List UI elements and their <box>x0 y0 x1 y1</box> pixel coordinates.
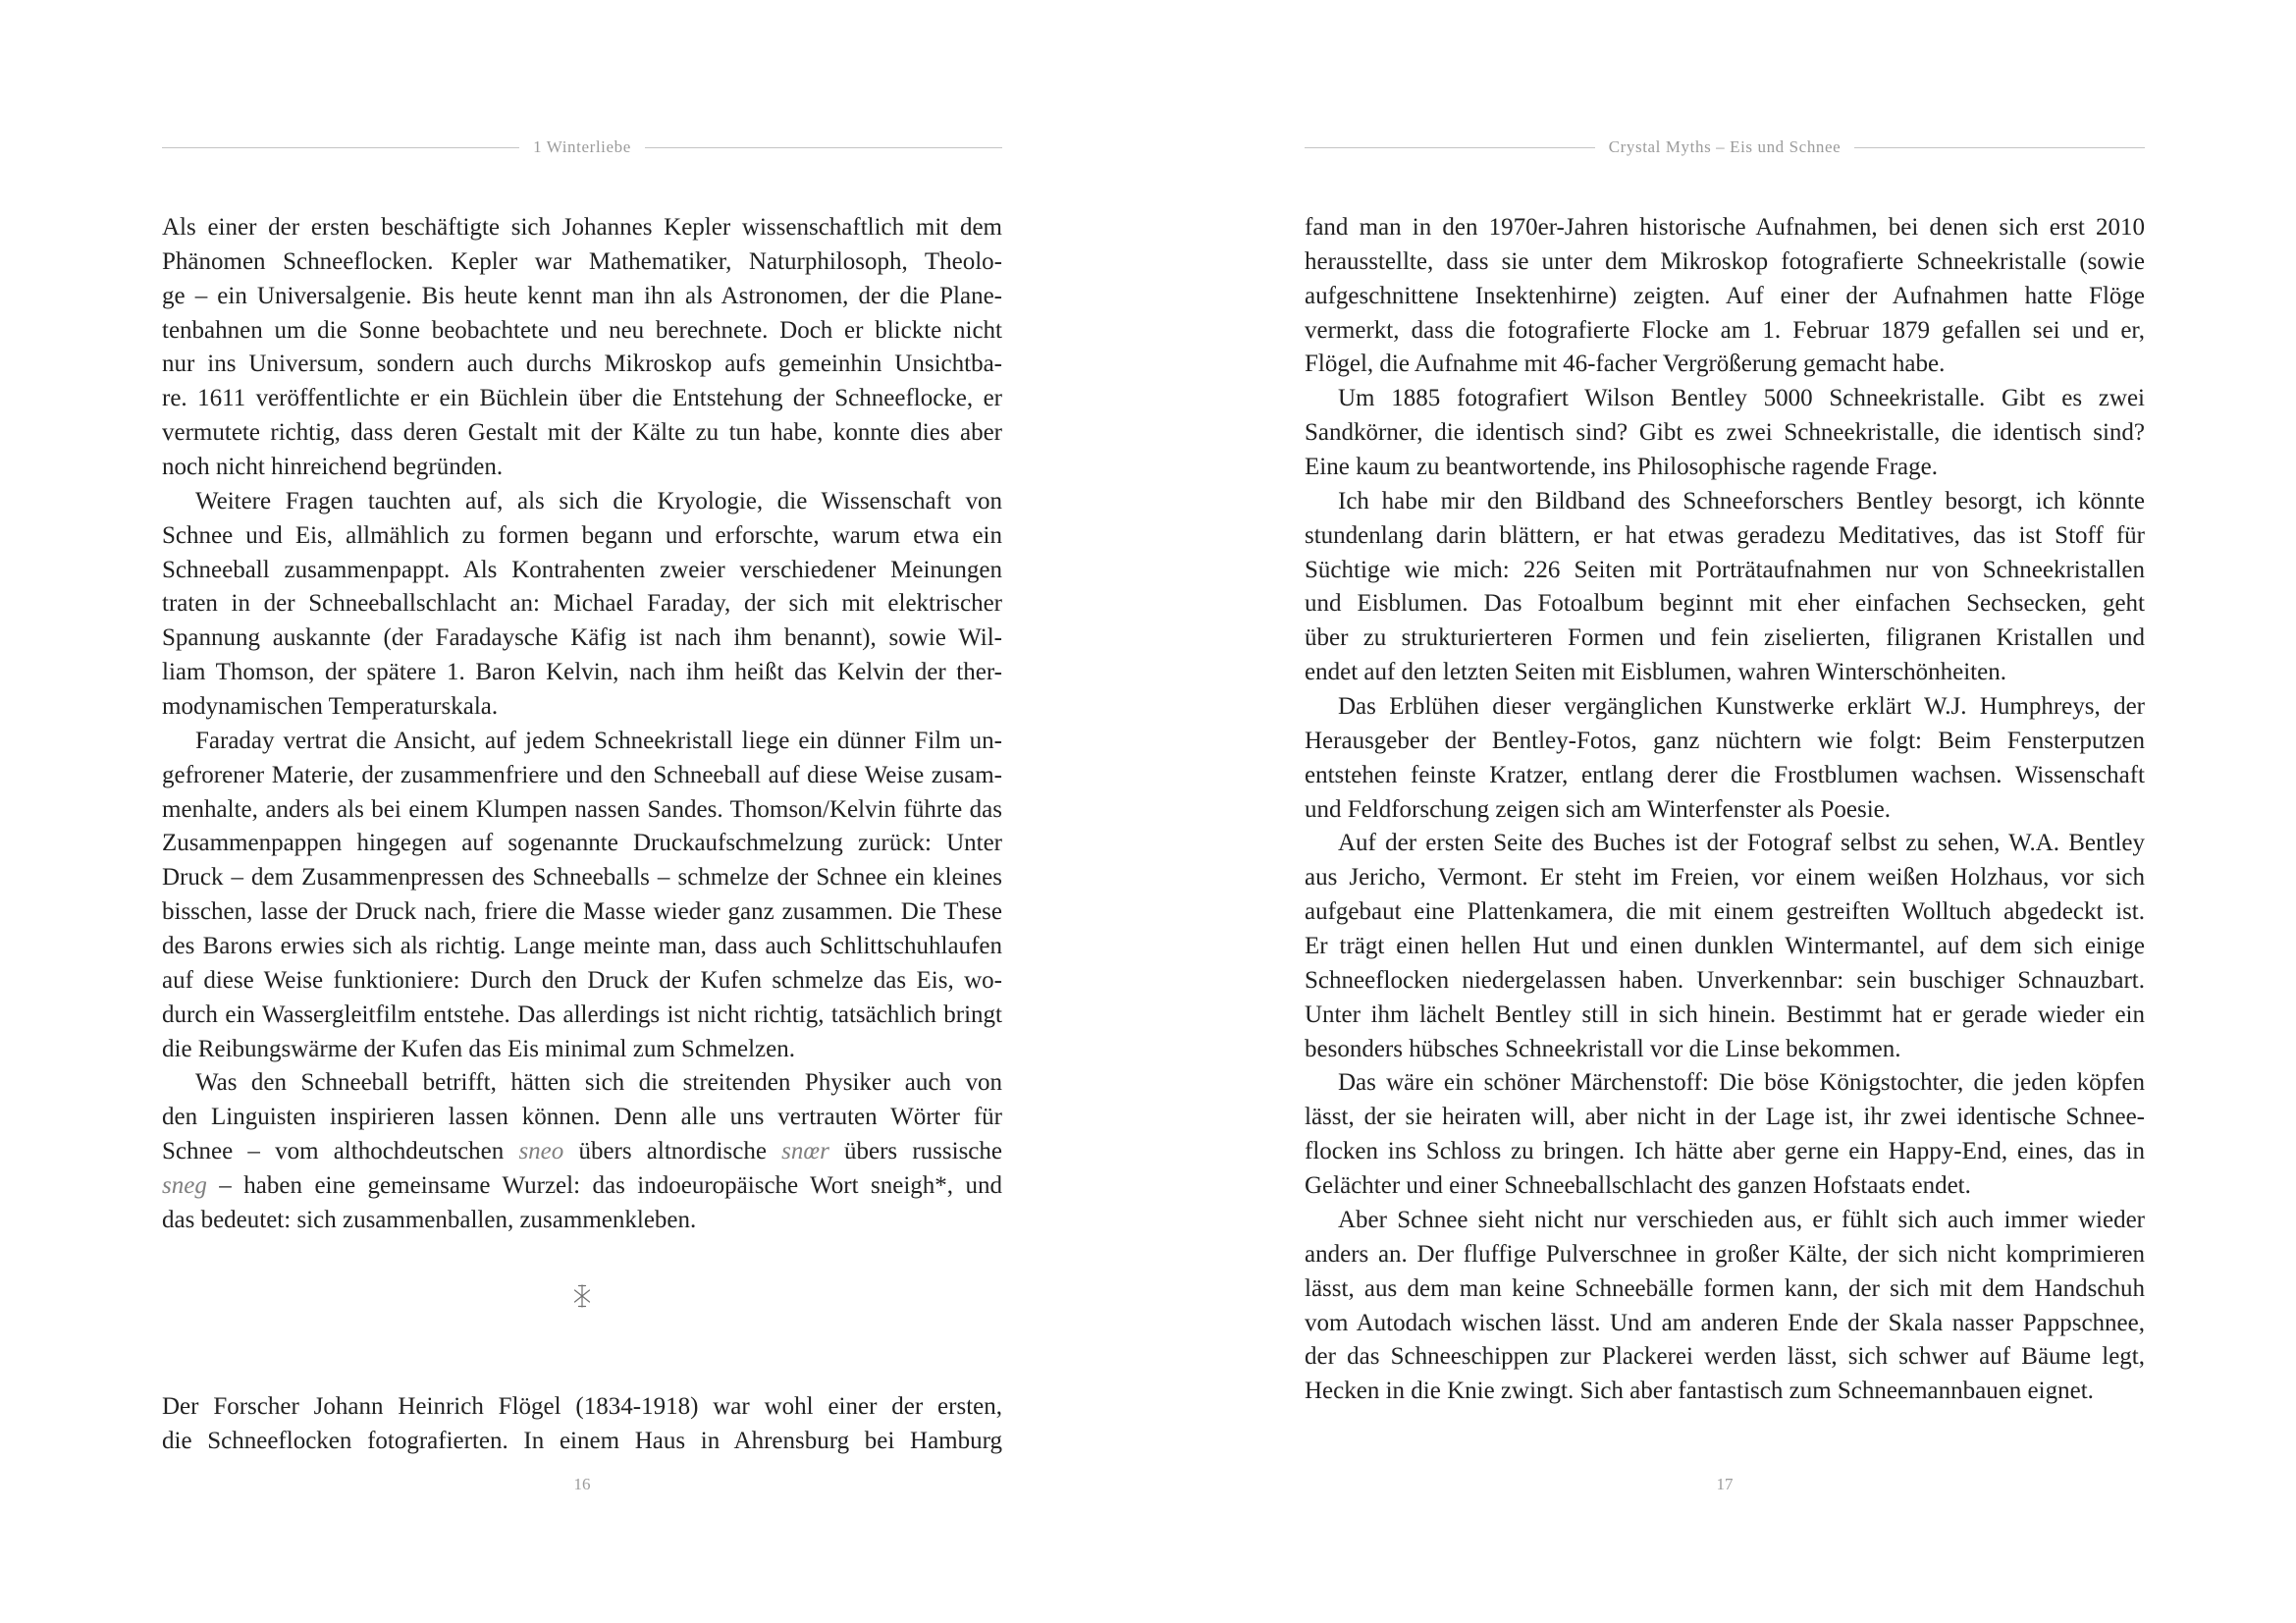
text-line <box>1305 1033 2145 1067</box>
text-line <box>1305 690 2145 725</box>
line-text: Phänomen Schneeflocken. Kepler war Mathematiker, Naturphilosoph, Theolo- <box>162 247 1002 275</box>
line-text: Hecken in die Knie zwingt. Sich aber fantastisch zum Schneemannbauen eignet. <box>1305 1378 2094 1405</box>
text-line <box>1305 895 2145 930</box>
paragraph <box>162 725 1002 1067</box>
text-line <box>162 245 1002 280</box>
text-line <box>1305 451 2145 485</box>
text-line <box>162 554 1002 588</box>
text-line <box>1305 999 2145 1033</box>
text-line <box>162 382 1002 416</box>
body-text <box>1305 211 2145 1409</box>
line-text: nur ins Universum, sondern auch durchs Mikroskop aufs gemeinhin Unsichtba- <box>162 351 1002 378</box>
line-text: Was den Schneeball betrifft, hätten sich die streitenden Physiker auch von <box>195 1069 1002 1097</box>
line-text: Eine kaum zu beantwortende, ins Philosophische ragende Frage. <box>1305 454 1938 481</box>
text-line <box>162 1135 1002 1169</box>
text-line <box>1305 485 2145 519</box>
text-line <box>162 964 1002 999</box>
line-text: entstehen feinste Kratzer, entlang derer die Frostblumen wachsen. Wissenschaft <box>1305 761 2145 788</box>
text-line <box>1305 861 2145 895</box>
text-line <box>162 725 1002 759</box>
line-text: bisschen, lasse der Druck nach, friere die Masse wieder ganz zusammen. Die These <box>162 898 1002 926</box>
line-text: Als einer der ersten beschäftigte sich Johannes Kepler wissenschaftlich mit dem <box>162 214 1002 241</box>
paragraph <box>1305 1204 2145 1409</box>
text-line <box>162 827 1002 861</box>
line-text: Das wäre ein schöner Märchenstoff: Die böse Königstochter, die jeden köpfen <box>1338 1069 2145 1097</box>
line-text: re. 1611 veröffentlichte er ein Büchlein über die Entstehung der Schneeflocke, er <box>162 385 1002 412</box>
text-line <box>1305 1204 2145 1238</box>
line-text: flocken ins Schloss zu bringen. Ich hätte aber gerne ein Happy-End, eines, das in <box>1305 1138 2145 1165</box>
page-number: 17 <box>1716 1475 1734 1493</box>
running-head-title: 1 Winterliebe <box>533 137 631 156</box>
line-text: aus Jericho, Vermont. Er steht im Freien, vor einem weißen Holzhaus, vor sich <box>1305 864 2145 892</box>
line-text: durch ein Wassergleitfilm entstehe. Das allerdings ist nicht richtig, tatsächlich bringt <box>162 1001 1002 1028</box>
paragraph <box>162 1390 1002 1459</box>
line-segment: Schnee – vom althochdeutschen <box>162 1138 519 1165</box>
line-text: Herausgeber der Bentley-Fotos, ganz nüchtern wie folgt: Beim Fensterputzen <box>1305 727 2145 754</box>
line-text: Er trägt einen hellen Hut und einen dunklen Wintermantel, auf dem sich einige <box>1305 933 2145 960</box>
text-line <box>162 793 1002 828</box>
running-head-title: Crystal Myths – Eis und Schnee <box>1608 137 1842 156</box>
text-line <box>162 280 1002 314</box>
text-line <box>1305 348 2145 382</box>
text-line <box>162 485 1002 519</box>
line-text <box>162 1172 1002 1199</box>
line-text: aufgebaut eine Plattenkamera, die mit einem gestreiften Wolltuch abgedeckt ist. <box>1305 898 2145 926</box>
text-line <box>162 690 1002 725</box>
line-segment: übers russische <box>828 1138 1002 1165</box>
line-text: traten in der Schneeballschlacht an: Michael Faraday, der sich mit elektrischer <box>162 590 1002 618</box>
text-line <box>162 416 1002 451</box>
text-line <box>1305 587 2145 622</box>
paragraph <box>162 1066 1002 1237</box>
text-line <box>162 861 1002 895</box>
body-text <box>162 211 1002 1459</box>
line-text: Gelächter und einer Schneeballschlacht des ganzen Hofstaats endet. <box>1305 1172 1971 1200</box>
line-text: vermutete richtig, dass deren Gestalt mit der Kälte zu tun habe, konnte dies aber <box>162 419 1002 447</box>
line-text: Um 1885 fotografiert Wilson Bentley 5000 Schneekristalle. Gibt es zwei <box>1338 385 2145 412</box>
text-line <box>1305 382 2145 416</box>
text-line <box>1305 245 2145 280</box>
line-text: ge – ein Universalgenie. Bis heute kennt man ihn als Astronomen, der die Plane- <box>162 282 1002 309</box>
text-line <box>162 314 1002 349</box>
paragraph <box>1305 211 2145 382</box>
line-text: Flögel, die Aufnahme mit 46-facher Vergrößerung gemacht habe. <box>1305 351 1946 378</box>
text-line <box>162 1169 1002 1204</box>
text-line <box>1305 1101 2145 1135</box>
line-text: stundenlang darin blättern, er hat etwas geradezu Meditatives, das ist Stoff für <box>1305 521 2145 549</box>
line-text <box>162 1138 1002 1164</box>
line-text: die Reibungswärme der Kufen das Eis minimal zum Schmelzen. <box>162 1035 795 1062</box>
text-line <box>1305 314 2145 349</box>
italic-word: sneg <box>162 1172 207 1200</box>
line-text: Faraday vertrat die Ansicht, auf jedem Schneekristall liege ein dünner Film un- <box>195 727 1002 754</box>
paragraph <box>162 485 1002 725</box>
text-line <box>1305 1307 2145 1341</box>
line-text: Schnee und Eis, allmählich zu formen begann und erforschte, warum etwa ein <box>162 521 1002 549</box>
text-line <box>1305 1340 2145 1375</box>
running-head-rule-left <box>1305 147 1595 148</box>
line-text: lässt, aus dem man keine Schneebälle formen kann, der sich mit dem Handschuh <box>1305 1274 2145 1302</box>
line-text: Schneeball zusammenpappt. Als Kontrahenten zweier verschiedener Meinungen <box>162 556 1002 583</box>
running-head-rule-right <box>645 147 1002 148</box>
line-text: Druck – dem Zusammenpressen des Schneeballs – schmelze der Schnee ein kleines <box>162 864 1002 892</box>
text-line <box>1305 656 2145 690</box>
line-text: Sandkörner, die identisch sind? Gibt es zwei Schneekristalle, die identisch sind? <box>1305 419 2145 447</box>
section-break <box>162 1283 1002 1390</box>
right-page <box>1305 0 2145 1623</box>
left-page <box>162 0 1002 1623</box>
text-line <box>1305 280 2145 314</box>
text-line <box>162 1425 1002 1459</box>
line-text: noch nicht hinreichend begründen. <box>162 454 504 481</box>
text-line <box>162 759 1002 793</box>
line-text: und Eisblumen. Das Fotoalbum beginnt mit eher einfachen Sechsecken, geht <box>1305 590 2145 618</box>
line-text: herausstellte, dass sie unter dem Mikroskop fotografierte Schneekristalle (sowie <box>1305 247 2145 275</box>
text-line <box>162 999 1002 1033</box>
text-line <box>162 1066 1002 1101</box>
text-line <box>162 211 1002 245</box>
line-text: endet auf den letzten Seiten mit Eisblumen, wahren Winterschönheiten. <box>1305 659 2006 686</box>
running-head <box>1305 136 2145 158</box>
text-line <box>1305 1135 2145 1169</box>
text-line <box>1305 519 2145 554</box>
text-line <box>162 895 1002 930</box>
line-text: des Barons erwies sich als richtig. Lange meinte man, dass auch Schlittschuhlaufen <box>162 933 1002 960</box>
text-line <box>1305 725 2145 759</box>
line-text: Ich habe mir den Bildband des Schneeforschers Bentley besorgt, ich könnte <box>1338 487 2145 514</box>
text-line <box>1305 1066 2145 1101</box>
line-text: vermerkt, dass die fotografierte Flocke am 1. Februar 1879 gefallen sei und er, <box>1305 316 2145 344</box>
line-text: modynamischen Temperaturskala. <box>162 693 499 721</box>
line-text: die Schneeflocken fotografierten. In einem Haus in Ahrensburg bei Hamburg <box>162 1427 1002 1454</box>
line-text: Unter ihm lächelt Bentley still in sich hinein. Bestimmt hat er gerade wieder ein <box>1305 1001 2145 1028</box>
line-text: den Linguisten inspirieren lassen können. Denn alle uns vertrauten Wörter für <box>162 1104 1002 1131</box>
line-text: fand man in den 1970er-Jahren historische Aufnahmen, bei denen sich erst 2010 <box>1305 214 2145 241</box>
text-line <box>1305 554 2145 588</box>
line-text: Das Erblühen dieser vergänglichen Kunstwerke erklärt W.J. Humphreys, der <box>1338 693 2145 721</box>
text-line <box>162 1204 1002 1238</box>
page-number: 16 <box>573 1475 591 1493</box>
text-line <box>1305 211 2145 245</box>
line-text: liam Thomson, der spätere 1. Baron Kelvin, nach ihm heißt das Kelvin der ther- <box>162 659 1002 686</box>
paragraph <box>1305 382 2145 485</box>
text-line <box>1305 1169 2145 1204</box>
running-head-rule-right <box>1854 147 2145 148</box>
line-text: das bedeutet: sich zusammenballen, zusammenkleben. <box>162 1206 697 1233</box>
text-line <box>162 587 1002 622</box>
line-text: Süchtige wie mich: 226 Seiten mit Porträtaufnahmen nur von Schneekristallen <box>1305 556 2145 583</box>
text-line <box>162 519 1002 554</box>
line-text: Schneeflocken niedergelassen haben. Unverkennbar: sein buschiger Schnauzbart. <box>1305 966 2145 994</box>
line-text: Der Forscher Johann Heinrich Flögel (1834-1918) war wohl einer der ersten, <box>162 1392 1002 1420</box>
paragraph <box>1305 1066 2145 1203</box>
paragraph <box>1305 690 2145 827</box>
text-line <box>1305 1272 2145 1307</box>
line-text: über zu strukturierteren Formen und fein ziselierten, filigranen Kristallen und <box>1305 624 2145 652</box>
line-text: lässt, der sie heiraten will, aber nicht in der Lage ist, ihr zwei identische Schnee- <box>1305 1104 2145 1131</box>
line-text: besonders hübsches Schneekristall vor die Linse bekommen. <box>1305 1035 1901 1062</box>
text-line <box>1305 930 2145 964</box>
running-head-rule-left <box>162 147 519 148</box>
line-text: Aber Schnee sieht nicht nur verschieden aus, er fühlt sich auch immer wieder <box>1338 1206 2145 1233</box>
line-text: Auf der ersten Seite des Buches ist der Fotograf selbst zu sehen, W.A. Bentley <box>1338 830 2145 857</box>
line-text: aufgeschnittene Insektenhirne) zeigten. Auf einer der Aufnahmen hatte Flöge <box>1305 282 2145 309</box>
text-line <box>1305 964 2145 999</box>
line-segment: – haben eine gemeinsame Wurzel: das indoeuropäische Wort sneigh*, und <box>206 1172 1002 1200</box>
paragraph <box>1305 827 2145 1066</box>
line-text: der das Schneeschippen zur Plackerei werden lässt, sich schwer auf Bäume legt, <box>1305 1343 2145 1371</box>
line-text: gefrorener Materie, der zusammenfriere und den Schneeball auf diese Weise zusam- <box>162 761 1002 788</box>
paragraph <box>1305 485 2145 690</box>
text-line <box>162 348 1002 382</box>
line-text: Zusammenpappen hingegen auf sogenannte Druckaufschmelzung zurück: Unter <box>162 830 1002 857</box>
text-line <box>1305 827 2145 861</box>
italic-word: sneo <box>518 1138 564 1165</box>
text-line <box>162 930 1002 964</box>
text-line <box>1305 793 2145 828</box>
line-text: Weitere Fragen tauchten auf, als sich die Kryologie, die Wissenschaft von <box>195 487 1002 514</box>
text-line <box>162 1101 1002 1135</box>
text-line <box>1305 759 2145 793</box>
line-text: Spannung auskannte (der Faradaysche Käfig ist nach ihm benannt), sowie Wil- <box>162 624 1002 652</box>
text-line <box>1305 622 2145 656</box>
running-head <box>162 136 1002 158</box>
line-text: tenbahnen um die Sonne beobachtete und neu berechnete. Doch er blickte nicht <box>162 316 1002 344</box>
text-line <box>162 1033 1002 1067</box>
text-line <box>1305 1375 2145 1409</box>
line-text: menhalte, anders als bei einem Klumpen nassen Sandes. Thomson/Kelvin führte das <box>162 795 1002 823</box>
line-segment: übers altnordische <box>563 1138 782 1165</box>
line-text: anders an. Der fluffige Pulverschnee in großer Kälte, der sich nicht komprimieren <box>1305 1240 2145 1268</box>
line-text: vom Autodach wischen lässt. Und am anderen Ende der Skala nasser Pappschnee, <box>1305 1309 2145 1336</box>
text-line <box>1305 1238 2145 1272</box>
italic-word: snœr <box>781 1138 829 1165</box>
text-line <box>1305 416 2145 451</box>
snowflake-ornament-icon <box>570 1283 594 1309</box>
paragraph <box>162 211 1002 485</box>
text-line <box>162 622 1002 656</box>
line-text: auf diese Weise funktioniere: Durch den Druck der Kufen schmelze das Eis, wo- <box>162 966 1002 994</box>
text-line <box>162 1390 1002 1425</box>
text-line <box>162 656 1002 690</box>
text-line <box>162 451 1002 485</box>
line-text: und Feldforschung zeigen sich am Winterfenster als Poesie. <box>1305 795 1891 823</box>
